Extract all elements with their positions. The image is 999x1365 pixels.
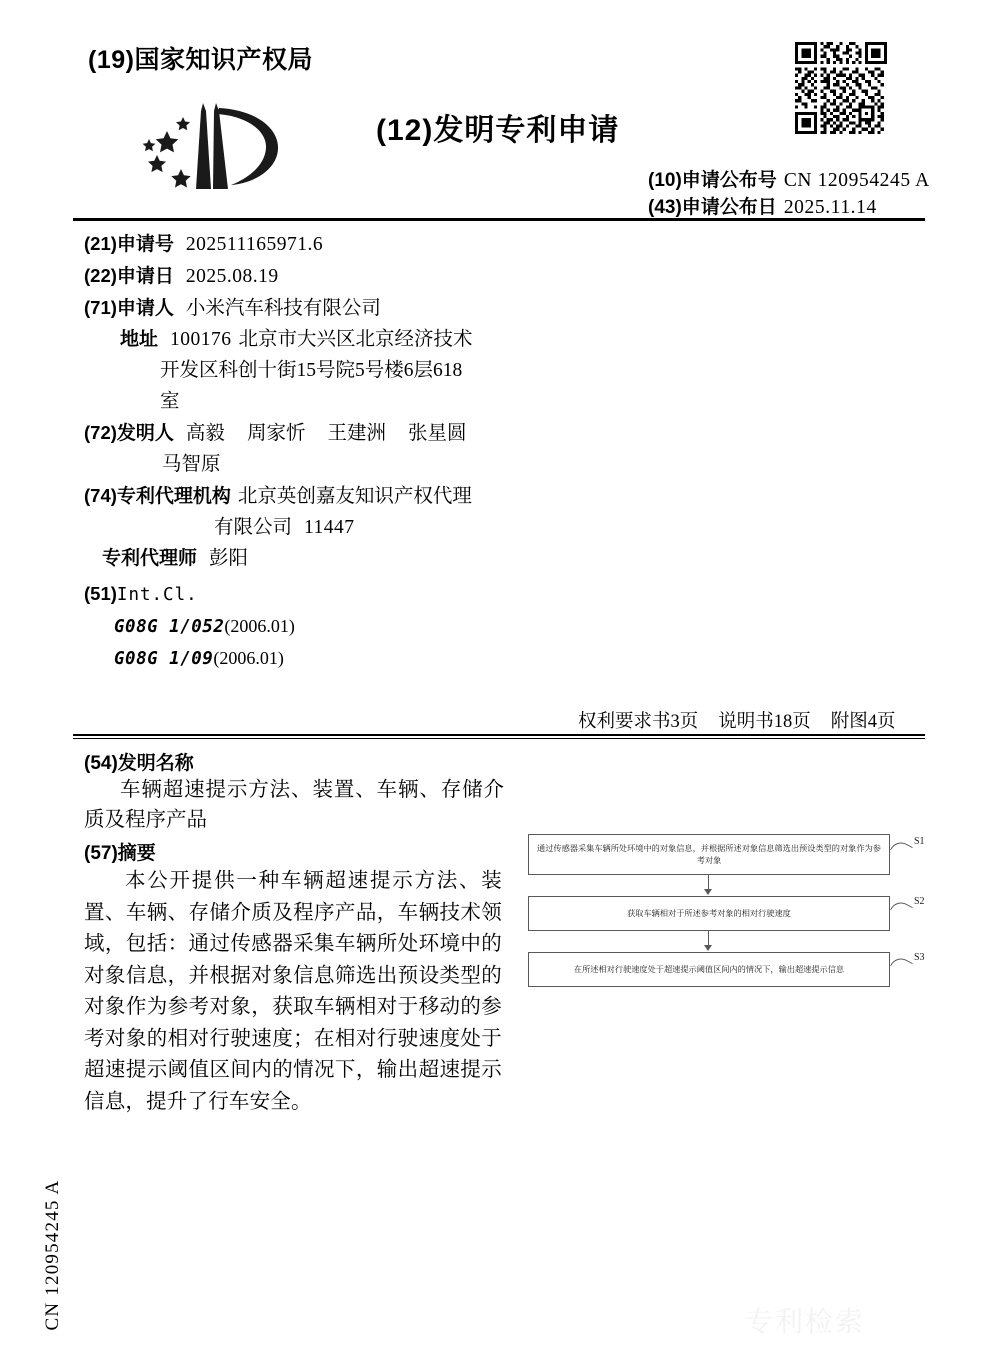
- flow-step-leader-line: [890, 898, 913, 918]
- inventors-row-2: [84, 449, 524, 480]
- invention-title-code: (54): [84, 753, 118, 774]
- flow-step-label: S3: [914, 952, 925, 963]
- applicant-row: [84, 292, 524, 324]
- office-name-text: 国家知识产权局: [134, 46, 313, 74]
- inventors-label: 发明人: [116, 423, 174, 444]
- application-number-value: 202511165971.6: [185, 234, 324, 255]
- agency-row-1: [84, 480, 524, 512]
- publication-number-line: [648, 165, 930, 192]
- applicant-code: (71): [84, 297, 117, 318]
- publication-date-value: 2025.11.14: [783, 197, 877, 218]
- application-date-row: [84, 260, 524, 292]
- inventor-name: 周家忻: [246, 423, 306, 444]
- agency-label: 专利代理机构: [116, 486, 231, 507]
- agency-name-line-1: 北京英创嘉友知识产权代理: [237, 486, 472, 507]
- flow-step-label: S1: [914, 836, 925, 847]
- flow-step-box: 在所述相对行驶速度处于超速提示阈值区间内的情况下，输出超速提示信息: [528, 952, 890, 987]
- flow-arrow-icon: [704, 945, 712, 951]
- ipc-label: Int.Cl.: [116, 585, 198, 605]
- address-row-1: [84, 324, 524, 355]
- flow-step-leader-line: [890, 954, 913, 974]
- invention-title-label: 发明名称: [117, 753, 194, 774]
- header-divider-rule: [73, 218, 925, 221]
- address-line-2: 开发区科创十街15号院5号楼6层618: [160, 360, 463, 381]
- application-date-value: 2025.08.19: [185, 266, 279, 287]
- flow-connector-line: [708, 875, 709, 890]
- doc-kind-code: (12): [376, 114, 434, 147]
- invention-title-heading: [84, 748, 194, 775]
- address-label: 地址: [120, 329, 159, 350]
- agent-label: 专利代理师: [102, 548, 198, 569]
- application-date-label: 申请日: [116, 266, 174, 287]
- watermark: 专利检索: [745, 1306, 866, 1337]
- bibliographic-data: [84, 228, 524, 675]
- application-date-code: (22): [84, 265, 117, 286]
- address-row-2: [84, 355, 524, 386]
- publication-date-code: (43): [648, 197, 682, 218]
- ipc-entry: [84, 611, 524, 643]
- agency-name-line-2: 有限公司: [214, 517, 293, 538]
- office-name: [88, 40, 313, 76]
- inventor-name: 张星圆: [407, 423, 467, 444]
- doc-kind-text: 发明专利申请: [433, 114, 620, 147]
- ipc-version: (2006.01): [224, 616, 295, 636]
- ipc-heading-row: [84, 578, 524, 611]
- application-number-label: 申请号: [116, 234, 174, 255]
- publication-date-line: [648, 192, 877, 219]
- drawings-page-count: 附图4页: [830, 712, 896, 732]
- publication-number-code: (10): [648, 170, 682, 191]
- ipc-classification: G08G 1/09: [114, 649, 214, 669]
- applicant-label: 申请人: [116, 298, 174, 319]
- address-row-3: [84, 386, 524, 417]
- invention-title-text: 车辆超速提示方法、装置、车辆、存储介质及程序产品: [84, 779, 504, 831]
- office-code: (19): [88, 46, 135, 74]
- publication-number-label: 申请公布号: [681, 170, 777, 191]
- agent-name: 彭阳: [209, 548, 249, 569]
- ipc-code: (51): [84, 583, 117, 604]
- abstract-text: 本公开提供一种车辆超速提示方法、装置、车辆、存储介质及程序产品，车辆技术领域，包括：通过传感器采集车辆所处环境中的对象信息，并根据对象信息筛选出预设类型的对象作为参考对象，获取车辆相对于移动的参考对象的相对行驶速度；在相对行驶速度处于超速提示阈值区间内的情况下，输出超速提示信息，提升了行车安全。: [84, 870, 502, 1113]
- ipc-classification: G08G 1/052: [114, 617, 225, 637]
- address-line-3: 室: [160, 391, 180, 412]
- flow-step-box: 获取车辆相对于所述参考对象的相对行驶速度: [528, 896, 890, 931]
- abstract-heading: [84, 838, 156, 865]
- ipc-version: (2006.01): [213, 648, 284, 668]
- agency-code: (74): [84, 485, 117, 506]
- document-kind-title: [376, 105, 619, 149]
- agency-row-2: [84, 512, 524, 543]
- abstract-figure-flowchart: [528, 832, 928, 997]
- claims-page-count: 权利要求书3页: [578, 712, 699, 732]
- flow-step-label: S2: [914, 896, 925, 907]
- application-number-row: [84, 228, 524, 260]
- spine-publication-number: CN 120954245 A: [42, 1179, 63, 1331]
- address-line-1: 北京市大兴区北京经济技术: [238, 329, 473, 350]
- publication-date-label: 申请公布日: [681, 197, 777, 218]
- publication-number-value: CN 120954245 A: [783, 170, 930, 191]
- inventors-code: (72): [84, 422, 117, 443]
- flow-arrow-icon: [704, 889, 712, 895]
- flow-connector-line: [708, 931, 709, 946]
- address-postcode: 100176: [170, 329, 232, 350]
- inventor-name: 高毅: [185, 423, 225, 444]
- agent-row: [84, 543, 524, 574]
- ipc-entry: [84, 643, 524, 675]
- abstract-code: (57): [84, 843, 118, 864]
- abstract-label: 摘要: [117, 843, 156, 864]
- flow-step-leader-line: [890, 838, 913, 858]
- applicant-value: 小米汽车科技有限公司: [185, 298, 381, 319]
- page-counts: [578, 707, 916, 733]
- application-number-code: (21): [84, 233, 117, 254]
- qr-code-icon: [795, 42, 887, 134]
- agency-code-number: 11447: [304, 517, 355, 538]
- inventors-row-1: [84, 417, 524, 449]
- abstract-divider-rule: [73, 734, 925, 739]
- flow-step-box: 通过传感器采集车辆所处环境中的对象信息，并根据所述对象信息筛选出预设类型的对象作为参考对象: [528, 834, 890, 875]
- cnipa-emblem-icon: [133, 93, 285, 195]
- inventor-name: 马智原: [162, 454, 221, 475]
- inventor-name: 王建洲: [327, 423, 386, 444]
- description-page-count: 说明书18页: [718, 712, 811, 732]
